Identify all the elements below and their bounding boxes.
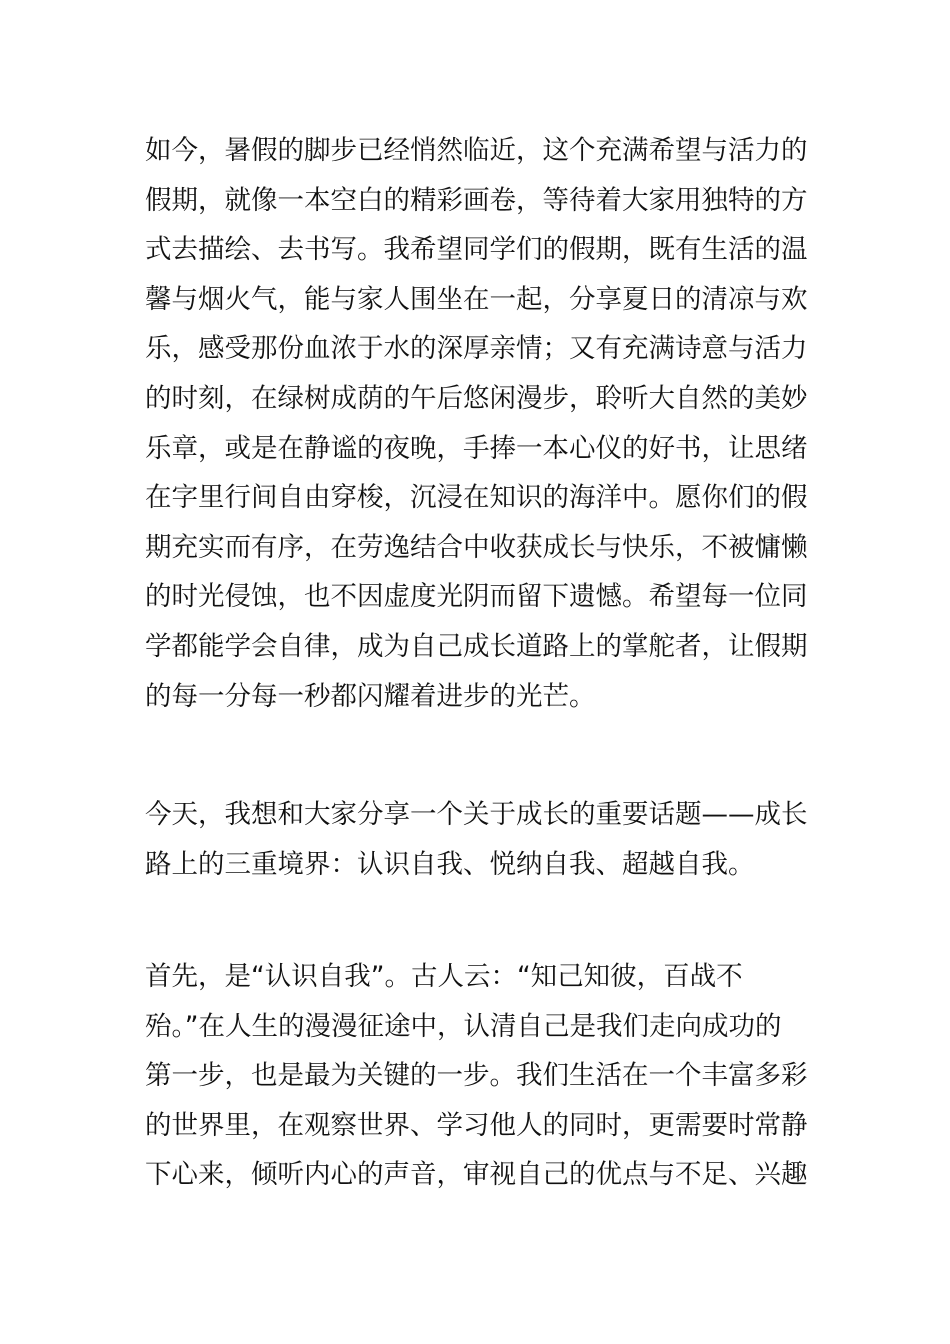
text-line: 的每一分每一秒都闪耀着进步的光芒。 (145, 680, 596, 712)
text-line: 今天，我想和大家分享一个关于成长的重要话题——成长 (145, 799, 808, 830)
text-line: 的时光侵蚀，也不因虚度光阴而留下遗憾。希望每一位同 (145, 581, 808, 613)
text-line: 乐章，或是在静谧的夜晚，手捧一本心仪的好书，让思绪 (145, 432, 808, 464)
paragraph-summer-vacation (145, 126, 808, 721)
text-line: 式去描绘、去书写。我希望同学们的假期，既有生活的温 (145, 234, 808, 266)
text-line: 学都能学会自律，成为自己成长道路上的掌舵者，让假期 (145, 630, 808, 662)
text-line: 期充实而有序，在劳逸结合中收获成长与快乐，不被慵懒 (145, 531, 808, 563)
text-line: 如今，暑假的脚步已经悄然临近，这个充满希望与活力的 (145, 135, 808, 166)
text-line: 第一步，也是最为关键的一步。我们生活在一个丰富多彩 (145, 1060, 808, 1092)
paragraph-know-yourself (145, 952, 808, 1200)
paragraph-topic-intro (145, 790, 808, 889)
text-line: 馨与烟火气，能与家人围坐在一起，分享夏日的清凉与欢 (145, 283, 808, 315)
text-line: 下心来，倾听内心的声音，审视自己的优点与不足、兴趣 (145, 1159, 808, 1191)
text-line: 殆。”在人生的漫漫征途中，认清自己是我们走向成功的 (145, 1010, 782, 1042)
text-line: 首先，是“认识自我”。古人云：“知己知彼，百战不 (145, 961, 743, 992)
text-line: 乐，感受那份血浓于水的深厚亲情；又有充满诗意与活力 (145, 333, 808, 365)
text-line: 路上的三重境界：认识自我、悦纳自我、超越自我。 (145, 848, 755, 880)
text-line: 的世界里，在观察世界、学习他人的同时，更需要时常静 (145, 1109, 808, 1141)
text-line: 在字里行间自由穿梭，沉浸在知识的海洋中。愿你们的假 (145, 482, 808, 514)
text-line: 假期，就像一本空白的精彩画卷，等待着大家用独特的方 (145, 184, 808, 216)
text-line: 的时刻，在绿树成荫的午后悠闲漫步，聆听大自然的美妙 (145, 382, 808, 414)
